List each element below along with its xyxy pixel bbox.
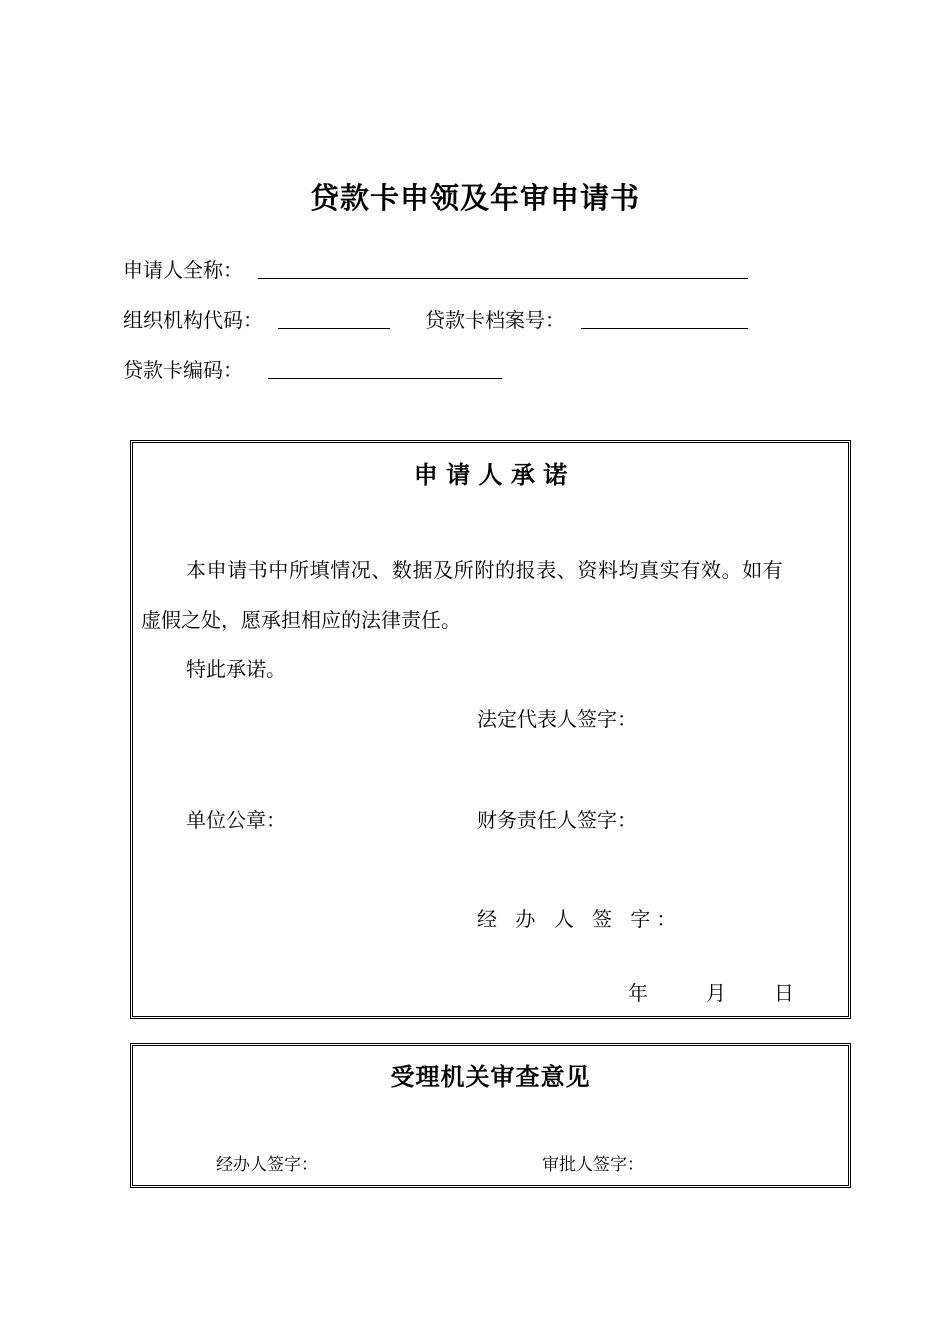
- applicant-name-field[interactable]: [258, 278, 748, 279]
- page-title: 贷款卡申领及年审申请书: [309, 181, 640, 215]
- commitment-closing: 特此承诺。: [186, 657, 286, 681]
- card-code-field[interactable]: [268, 378, 502, 379]
- finance-signature-label: 财务责任人签字：: [477, 808, 637, 832]
- date-day: 日: [774, 981, 794, 1005]
- commitment-paragraph-line1: 本申请书中所填情况、数据及所附的报表、资料均真实有效。如有: [186, 558, 784, 582]
- review-heading: 受理机关审查意见: [390, 1062, 591, 1091]
- card-code-label: 贷款卡编码：: [123, 358, 243, 382]
- review-approver-label: 审批人签字：: [542, 1155, 644, 1175]
- legal-rep-signature-label: 法定代表人签字：: [477, 707, 637, 731]
- org-code-label: 组织机构代码：: [123, 308, 263, 332]
- handler-signature-label: 经 办 人 签 字：: [477, 907, 683, 931]
- org-code-field[interactable]: [278, 328, 390, 329]
- card-archive-label: 贷款卡档案号：: [425, 308, 565, 332]
- date-year: 年: [628, 981, 648, 1005]
- card-archive-field[interactable]: [581, 328, 748, 329]
- unit-seal-label: 单位公章：: [186, 808, 286, 832]
- commitment-paragraph-line2: 虚假之处，愿承担相应的法律责任。: [141, 608, 461, 632]
- review-handler-label: 经办人签字：: [216, 1155, 318, 1175]
- date-month: 月: [706, 981, 726, 1005]
- commitment-heading: 申 请 人 承 诺: [413, 460, 568, 489]
- applicant-name-label: 申请人全称：: [123, 258, 243, 282]
